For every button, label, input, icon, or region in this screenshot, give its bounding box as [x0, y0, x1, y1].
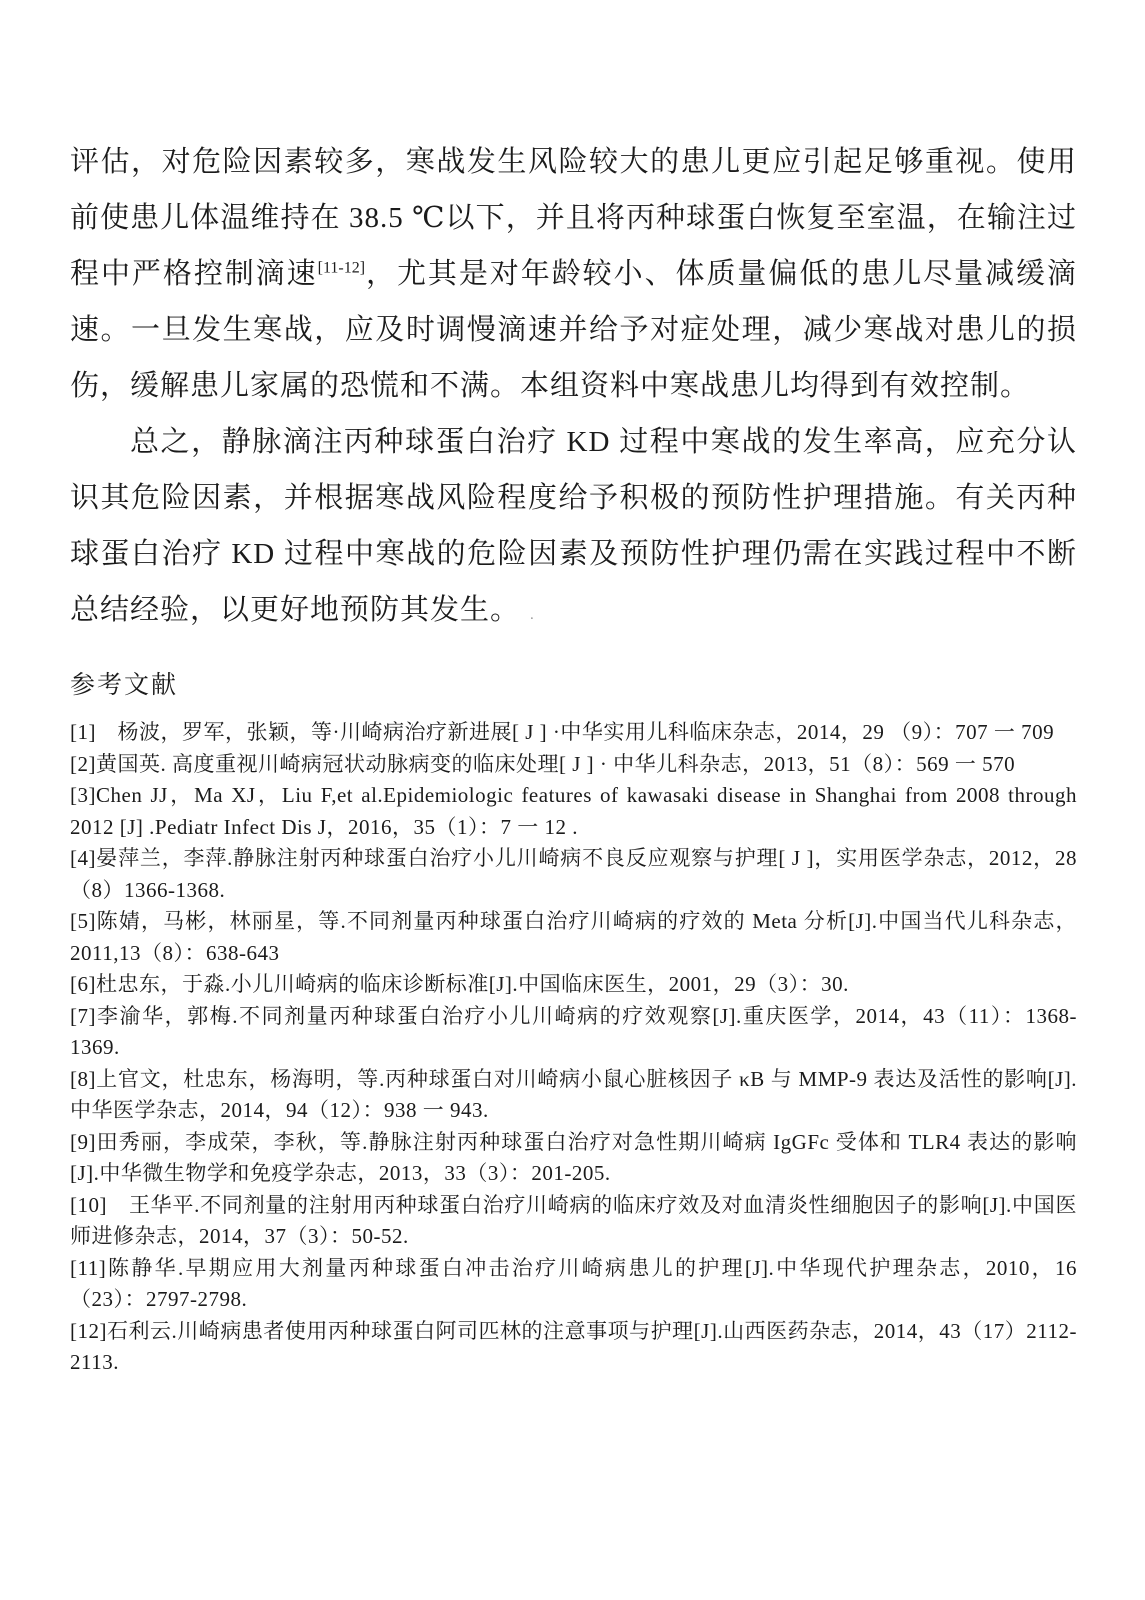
- citation-superscript-11-12: [11-12]: [317, 259, 366, 277]
- paragraph-text-after-citation: ，尤其是对年龄较小、体质量偏低的患儿尽量减缓滴速。一旦发生寒战，应及时调慢滴速并给予对症处理，减少寒战对患儿的损伤，缓解患儿家属的恐慌和不满。本组资料中寒战患儿均得到有效控制。: [70, 258, 1077, 402]
- reference-item-7: [7]李渝华，郭梅.不同剂量丙种球蛋白治疗小儿川崎病的疗效观察[J].重庆医学，2014，43（11）：1368-1369.: [70, 1003, 1077, 1059]
- stray-period-mark: .: [530, 607, 534, 623]
- references-list: [70, 717, 1077, 1379]
- reference-item-10: [10] 王华平.不同剂量的注射用丙种球蛋白治疗川崎病的临床疗效及对血清炎性细胞因子的影响[J].中国医师进修杂志，2014，37（3）：50-52.: [70, 1192, 1077, 1248]
- reference-item-2: [2]黄国英. 高度重视川崎病冠状动脉病变的临床处理[ J ] · 中华儿科杂志，2013，51（8）：569 一 570: [70, 751, 1016, 776]
- reference-item-6: [6]杜忠东，于淼.小儿川崎病的临床诊断标准[J].中国临床医生，2001，29（3）：30.: [70, 972, 849, 996]
- reference-item-9: [9]田秀丽，李成荣，李秋，等.静脉注射丙种球蛋白治疗对急性期川崎病 IgGFc 受体和 TLR4 表达的影响[J].中华微生物学和免疫学杂志，2013，33（3）：201-205.: [70, 1129, 1077, 1185]
- paragraph-text-before-citation: 评估，对危险因素较多，寒战发生风险较大的患儿更应引起足够重视。使用前使患儿体温维持在 38.5 ℃以下，并且将丙种球蛋白恢复至室温，在输注过程中严格控制滴速: [70, 146, 1077, 290]
- reference-item-1: [1] 杨波，罗军，张颖，等·川崎病治疗新进展[ J ] ·中华实用儿科临床杂志，2014，29 （9）：707 一 709: [70, 720, 1055, 744]
- conclusion-text: 总之，静脉滴注丙种球蛋白治疗 KD 过程中寒战的发生率高，应充分认识其危险因素，并根据寒战风险程度给予积极的预防性护理措施。有关丙种球蛋白治疗 KD 过程中寒战的危险因素及预防性护理仍需在实践过程中不断总结经验，以更好地预防其发生。: [70, 426, 1077, 626]
- paragraph-conclusion: [70, 414, 1077, 643]
- reference-item-5: [5]陈婧，马彬，林丽星，等.不同剂量丙种球蛋白治疗川崎病的疗效的 Meta 分析[J].中国当代儿科杂志，2011,13（8）：638-643: [70, 909, 1077, 965]
- reference-item-12: [12]石利云.川崎病患者使用丙种球蛋白阿司匹林的注意事项与护理[J].山西医药杂志，2014，43（17）2112-2113.: [70, 1318, 1077, 1374]
- reference-item-4: [4]晏萍兰，李萍.静脉注射丙种球蛋白治疗小儿川崎病不良反应观察与护理[ J ]，实用医学杂志，2012，28（8）1366-1368.: [70, 846, 1077, 902]
- reference-item-8: [8]上官文，杜忠东，杨海明，等.丙种球蛋白对川崎病小鼠心脏核因子 κB 与 MMP-9 表达及活性的影响[J].中华医学杂志，2014，94（12）：938 一 943.: [70, 1066, 1077, 1122]
- paragraph-chill-prevention: [70, 134, 1077, 414]
- reference-item-11: [11]陈静华.早期应用大剂量丙种球蛋白冲击治疗川崎病患儿的护理[J].中华现代护理杂志，2010，16（23）：2797-2798.: [70, 1255, 1077, 1311]
- reference-item-3: [3]Chen JJ，Ma XJ，Liu F,et al.Epidemiologic features of kawasaki disease in Shanghai from 2008 through 2012 [J] .Pediatr Infect Dis J，2016，35（1）：7 一 12 .: [70, 783, 1077, 839]
- references-heading: 参考文献: [70, 672, 179, 699]
